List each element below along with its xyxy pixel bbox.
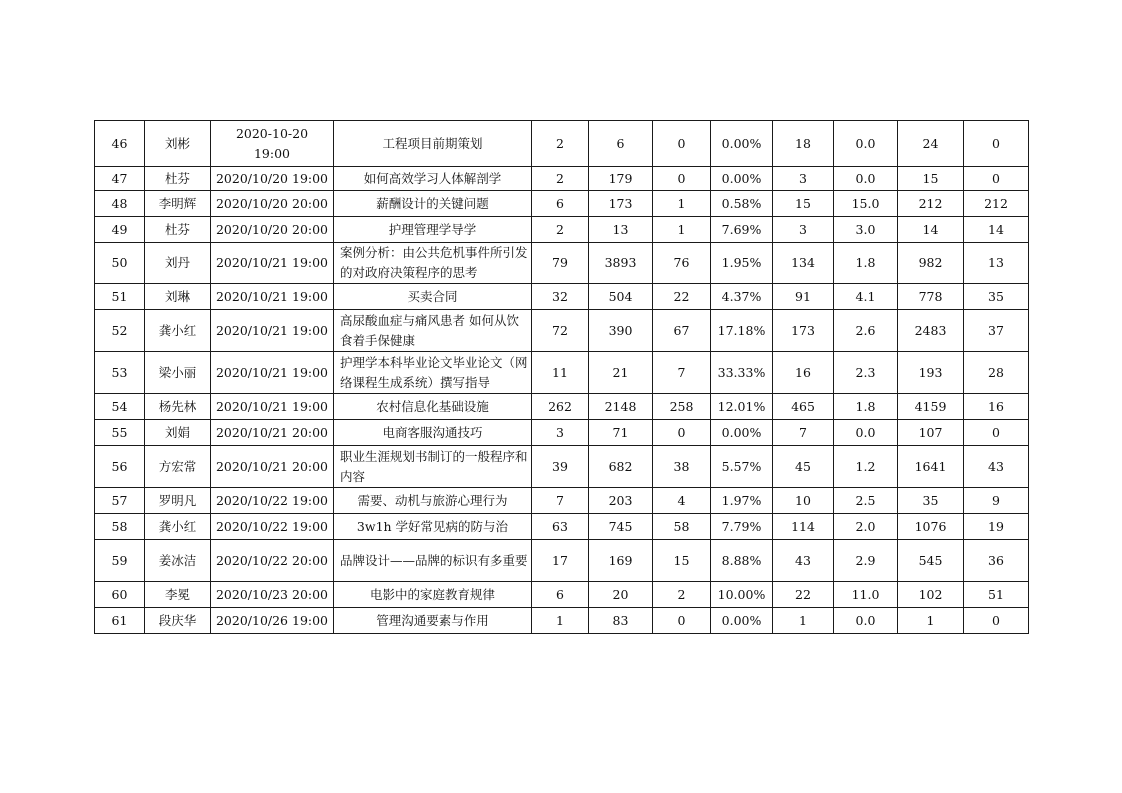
lecture-time: 2020/10/22 19:00 xyxy=(211,514,334,540)
lecture-topic: 案例分析：由公共危机事件所引发的对政府决策程序的思考 xyxy=(334,243,532,284)
lecture-time: 2020/10/21 19:00 xyxy=(211,243,334,284)
value-5: 1.8 xyxy=(834,394,898,420)
value-5: 11.0 xyxy=(834,582,898,608)
lecturer-name: 方宏常 xyxy=(145,446,211,488)
value-1: 7 xyxy=(532,488,589,514)
value-2: 83 xyxy=(589,608,653,634)
row-number: 46 xyxy=(95,121,145,167)
lecture-topic: 电商客服沟通技巧 xyxy=(334,420,532,446)
table-row xyxy=(95,217,1029,243)
row-number: 59 xyxy=(95,540,145,582)
value-4: 16 xyxy=(773,352,834,394)
value-1: 2 xyxy=(532,167,589,191)
value-3: 7 xyxy=(653,352,711,394)
value-7: 0 xyxy=(964,121,1029,167)
lecture-topic: 品牌设计——品牌的标识有多重要 xyxy=(334,540,532,582)
rate-percent: 1.97% xyxy=(711,488,773,514)
rate-percent: 17.18% xyxy=(711,310,773,352)
value-2: 682 xyxy=(589,446,653,488)
value-5: 2.3 xyxy=(834,352,898,394)
row-number: 50 xyxy=(95,243,145,284)
value-5: 2.0 xyxy=(834,514,898,540)
value-3: 2 xyxy=(653,582,711,608)
table-body xyxy=(95,121,1029,634)
value-5: 0.0 xyxy=(834,167,898,191)
row-number: 60 xyxy=(95,582,145,608)
lecturer-name: 罗明凡 xyxy=(145,488,211,514)
value-2: 504 xyxy=(589,284,653,310)
value-1: 2 xyxy=(532,121,589,167)
rate-percent: 0.00% xyxy=(711,608,773,634)
value-3: 1 xyxy=(653,191,711,217)
row-number: 54 xyxy=(95,394,145,420)
value-2: 2148 xyxy=(589,394,653,420)
value-1: 63 xyxy=(532,514,589,540)
value-1: 6 xyxy=(532,582,589,608)
value-1: 32 xyxy=(532,284,589,310)
table-row xyxy=(95,540,1029,582)
lecturer-name: 刘娟 xyxy=(145,420,211,446)
lecture-topic: 管理沟通要素与作用 xyxy=(334,608,532,634)
lecturer-name: 姜冰洁 xyxy=(145,540,211,582)
lecture-time: 2020/10/21 20:00 xyxy=(211,420,334,446)
value-4: 22 xyxy=(773,582,834,608)
row-number: 48 xyxy=(95,191,145,217)
value-3: 0 xyxy=(653,420,711,446)
table-row xyxy=(95,243,1029,284)
value-6: 15 xyxy=(898,167,964,191)
value-3: 4 xyxy=(653,488,711,514)
lecturer-name: 刘丹 xyxy=(145,243,211,284)
row-number: 53 xyxy=(95,352,145,394)
value-5: 2.9 xyxy=(834,540,898,582)
value-4: 45 xyxy=(773,446,834,488)
row-number: 55 xyxy=(95,420,145,446)
value-7: 0 xyxy=(964,420,1029,446)
lecturer-name: 杜芬 xyxy=(145,167,211,191)
value-3: 22 xyxy=(653,284,711,310)
lecture-time: 2020/10/23 20:00 xyxy=(211,582,334,608)
value-1: 262 xyxy=(532,394,589,420)
value-7: 0 xyxy=(964,167,1029,191)
table-row xyxy=(95,488,1029,514)
lecture-topic: 需要、动机与旅游心理行为 xyxy=(334,488,532,514)
rate-percent: 0.00% xyxy=(711,121,773,167)
value-7: 28 xyxy=(964,352,1029,394)
value-2: 71 xyxy=(589,420,653,446)
value-1: 17 xyxy=(532,540,589,582)
table-row xyxy=(95,608,1029,634)
value-1: 6 xyxy=(532,191,589,217)
value-2: 20 xyxy=(589,582,653,608)
value-5: 3.0 xyxy=(834,217,898,243)
value-5: 0.0 xyxy=(834,121,898,167)
row-number: 61 xyxy=(95,608,145,634)
lecturer-name: 杨先林 xyxy=(145,394,211,420)
value-2: 21 xyxy=(589,352,653,394)
value-6: 778 xyxy=(898,284,964,310)
lecture-topic: 电影中的家庭教育规律 xyxy=(334,582,532,608)
table-row xyxy=(95,446,1029,488)
rate-percent: 5.57% xyxy=(711,446,773,488)
value-3: 1 xyxy=(653,217,711,243)
lecture-topic: 买卖合同 xyxy=(334,284,532,310)
lecture-time: 2020-10-20 19:00 xyxy=(211,121,334,167)
value-4: 15 xyxy=(773,191,834,217)
value-3: 67 xyxy=(653,310,711,352)
value-5: 0.0 xyxy=(834,608,898,634)
table-row xyxy=(95,394,1029,420)
value-7: 37 xyxy=(964,310,1029,352)
table-row xyxy=(95,582,1029,608)
value-2: 6 xyxy=(589,121,653,167)
table-row xyxy=(95,514,1029,540)
table-row xyxy=(95,310,1029,352)
rate-percent: 7.79% xyxy=(711,514,773,540)
table-row xyxy=(95,121,1029,167)
rate-percent: 0.00% xyxy=(711,420,773,446)
rate-percent: 10.00% xyxy=(711,582,773,608)
row-number: 51 xyxy=(95,284,145,310)
row-number: 52 xyxy=(95,310,145,352)
value-4: 3 xyxy=(773,167,834,191)
lecture-time: 2020/10/21 19:00 xyxy=(211,310,334,352)
value-3: 0 xyxy=(653,167,711,191)
value-6: 545 xyxy=(898,540,964,582)
value-4: 3 xyxy=(773,217,834,243)
value-7: 36 xyxy=(964,540,1029,582)
value-5: 4.1 xyxy=(834,284,898,310)
value-2: 390 xyxy=(589,310,653,352)
row-number: 58 xyxy=(95,514,145,540)
value-4: 43 xyxy=(773,540,834,582)
lecture-time: 2020/10/21 19:00 xyxy=(211,352,334,394)
value-6: 1 xyxy=(898,608,964,634)
value-6: 193 xyxy=(898,352,964,394)
lecturer-name: 梁小丽 xyxy=(145,352,211,394)
lecturer-name: 刘彬 xyxy=(145,121,211,167)
value-1: 2 xyxy=(532,217,589,243)
value-4: 114 xyxy=(773,514,834,540)
rate-percent: 1.95% xyxy=(711,243,773,284)
lecturer-name: 刘琳 xyxy=(145,284,211,310)
value-3: 38 xyxy=(653,446,711,488)
value-2: 745 xyxy=(589,514,653,540)
lecture-topic: 护理管理学导学 xyxy=(334,217,532,243)
value-1: 1 xyxy=(532,608,589,634)
value-1: 11 xyxy=(532,352,589,394)
lecturer-name: 龚小红 xyxy=(145,514,211,540)
value-3: 15 xyxy=(653,540,711,582)
rate-percent: 8.88% xyxy=(711,540,773,582)
table-row xyxy=(95,284,1029,310)
lecture-topic: 护理学本科毕业论文毕业论文（网络课程生成系统）撰写指导 xyxy=(334,352,532,394)
value-4: 134 xyxy=(773,243,834,284)
value-4: 173 xyxy=(773,310,834,352)
table-row xyxy=(95,191,1029,217)
lecture-topic: 3w1h 学好常见病的防与治 xyxy=(334,514,532,540)
lecturer-name: 段庆华 xyxy=(145,608,211,634)
value-7: 13 xyxy=(964,243,1029,284)
value-5: 0.0 xyxy=(834,420,898,446)
value-5: 1.2 xyxy=(834,446,898,488)
lecture-time: 2020/10/20 20:00 xyxy=(211,191,334,217)
lecture-time: 2020/10/20 19:00 xyxy=(211,167,334,191)
value-6: 212 xyxy=(898,191,964,217)
rate-percent: 0.58% xyxy=(711,191,773,217)
value-7: 43 xyxy=(964,446,1029,488)
value-2: 179 xyxy=(589,167,653,191)
value-5: 2.6 xyxy=(834,310,898,352)
lecture-topic: 职业生涯规划书制订的一般程序和内容 xyxy=(334,446,532,488)
rate-percent: 0.00% xyxy=(711,167,773,191)
value-5: 1.8 xyxy=(834,243,898,284)
lecture-topic: 高尿酸血症与痛风患者 如何从饮食着手保健康 xyxy=(334,310,532,352)
lecture-topic: 工程项目前期策划 xyxy=(334,121,532,167)
lecturer-name: 李冕 xyxy=(145,582,211,608)
value-7: 51 xyxy=(964,582,1029,608)
value-6: 1641 xyxy=(898,446,964,488)
value-1: 72 xyxy=(532,310,589,352)
value-7: 14 xyxy=(964,217,1029,243)
value-2: 13 xyxy=(589,217,653,243)
value-1: 79 xyxy=(532,243,589,284)
table-row xyxy=(95,352,1029,394)
value-2: 203 xyxy=(589,488,653,514)
lecture-topic: 农村信息化基础设施 xyxy=(334,394,532,420)
value-6: 1076 xyxy=(898,514,964,540)
value-3: 0 xyxy=(653,121,711,167)
lecturer-name: 杜芬 xyxy=(145,217,211,243)
lecturer-name: 龚小红 xyxy=(145,310,211,352)
value-3: 58 xyxy=(653,514,711,540)
value-5: 15.0 xyxy=(834,191,898,217)
lecture-time: 2020/10/21 20:00 xyxy=(211,446,334,488)
value-4: 465 xyxy=(773,394,834,420)
value-4: 10 xyxy=(773,488,834,514)
value-2: 169 xyxy=(589,540,653,582)
value-1: 3 xyxy=(532,420,589,446)
value-6: 24 xyxy=(898,121,964,167)
value-2: 3893 xyxy=(589,243,653,284)
lecture-time: 2020/10/20 20:00 xyxy=(211,217,334,243)
value-2: 173 xyxy=(589,191,653,217)
lecture-time: 2020/10/21 19:00 xyxy=(211,284,334,310)
value-7: 35 xyxy=(964,284,1029,310)
lecture-time: 2020/10/22 20:00 xyxy=(211,540,334,582)
row-number: 47 xyxy=(95,167,145,191)
row-number: 56 xyxy=(95,446,145,488)
value-3: 76 xyxy=(653,243,711,284)
value-3: 0 xyxy=(653,608,711,634)
lecture-topic: 如何高效学习人体解剖学 xyxy=(334,167,532,191)
rate-percent: 33.33% xyxy=(711,352,773,394)
value-5: 2.5 xyxy=(834,488,898,514)
value-7: 212 xyxy=(964,191,1029,217)
rate-percent: 4.37% xyxy=(711,284,773,310)
value-6: 982 xyxy=(898,243,964,284)
value-3: 258 xyxy=(653,394,711,420)
lecture-time: 2020/10/22 19:00 xyxy=(211,488,334,514)
table-row xyxy=(95,167,1029,191)
lecture-time: 2020/10/21 19:00 xyxy=(211,394,334,420)
value-7: 16 xyxy=(964,394,1029,420)
lecture-time: 2020/10/26 19:00 xyxy=(211,608,334,634)
value-6: 35 xyxy=(898,488,964,514)
row-number: 49 xyxy=(95,217,145,243)
lecture-topic: 薪酬设计的关键问题 xyxy=(334,191,532,217)
value-6: 4159 xyxy=(898,394,964,420)
table-row xyxy=(95,420,1029,446)
value-1: 39 xyxy=(532,446,589,488)
value-6: 2483 xyxy=(898,310,964,352)
row-number: 57 xyxy=(95,488,145,514)
value-6: 14 xyxy=(898,217,964,243)
lecturer-name: 李明辉 xyxy=(145,191,211,217)
value-7: 0 xyxy=(964,608,1029,634)
value-7: 9 xyxy=(964,488,1029,514)
rate-percent: 12.01% xyxy=(711,394,773,420)
value-4: 7 xyxy=(773,420,834,446)
value-4: 18 xyxy=(773,121,834,167)
value-4: 91 xyxy=(773,284,834,310)
rate-percent: 7.69% xyxy=(711,217,773,243)
value-4: 1 xyxy=(773,608,834,634)
course-stats-table xyxy=(94,120,1029,634)
value-6: 102 xyxy=(898,582,964,608)
value-6: 107 xyxy=(898,420,964,446)
value-7: 19 xyxy=(964,514,1029,540)
